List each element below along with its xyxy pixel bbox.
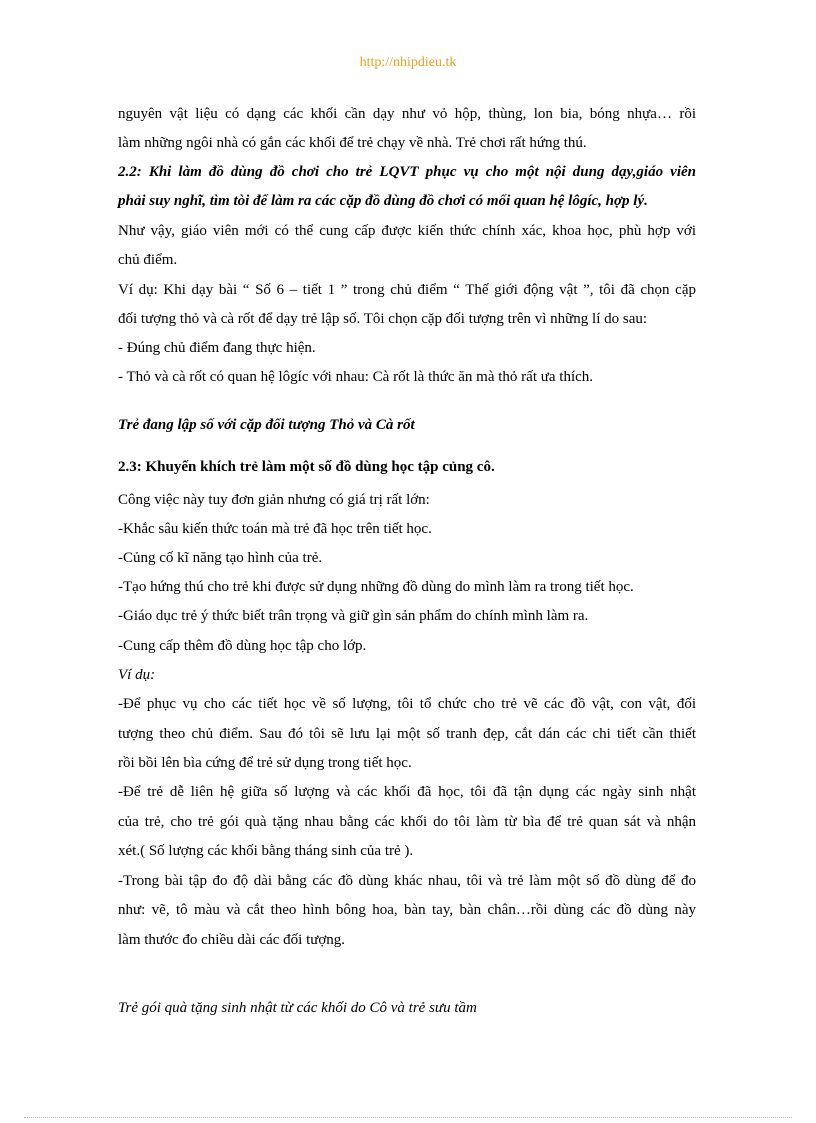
list-item: -Củng cố kĩ năng tạo hình của trẻ. — [118, 550, 323, 566]
figure-caption: Trẻ gói quà tặng sinh nhật từ các khối do Cô và trẻ sưu tầm — [118, 1000, 477, 1016]
list-item: -Tạo hứng thú cho trẻ khi được sử dụng những đồ dùng do mình làm ra trong tiết học. — [118, 579, 634, 595]
paragraph-line: chủ điểm. — [118, 252, 178, 268]
list-item: - Đúng chủ điểm đang thực hiện. — [118, 340, 316, 356]
figure-caption: Trẻ đang lập số với cặp đối tượng Thỏ và Cà rốt — [118, 417, 415, 433]
header-link[interactable]: http://nhipdieu.tk — [359, 55, 457, 70]
paragraph-line: -Trong bài tập đo độ dài bằng các đồ dùng khác nhau, tôi và trẻ làm một số đồ dùng để đo — [118, 873, 696, 889]
paragraph-line: Như vậy, giáo viên mới có thể cung cấp được kiến thức chính xác, khoa học, phù hợp với — [118, 223, 696, 239]
list-item: -Giáo dục trẻ ý thức biết trân trọng và giữ gìn sản phẩm do chính mình làm ra. — [118, 608, 589, 624]
paragraph-line: -Để phục vụ cho các tiết học về số lượng, tôi tổ chức cho trẻ vẽ các đồ vật, con vật, đối — [118, 696, 696, 712]
section-heading: 2.3: Khuyến khích trẻ làm một số đồ dùng học tập củng cô. — [118, 459, 495, 475]
list-item: -Cung cấp thêm đồ dùng học tập cho lớp. — [118, 638, 367, 654]
list-item: -Khắc sâu kiến thức toán mà trẻ đã học trên tiết học. — [118, 521, 432, 537]
paragraph-line: làm thước đo chiều dài các đối tượng. — [118, 932, 346, 948]
list-item: - Thỏ và cà rốt có quan hệ lôgíc với nhau: Cà rốt là thức ăn mà thỏ rất ưa thích. — [118, 369, 594, 385]
paragraph-line: rồi bồi lên bìa cứng để trẻ sử dụng trong tiết học. — [118, 755, 412, 771]
example-line: Ví dụ: Khi dạy bài “ Số 6 – tiết 1 ” trong chủ điểm “ Thế giới động vật ”, tôi đã chọn cặp — [118, 282, 696, 298]
example-label: Ví dụ: — [118, 667, 156, 683]
section-heading-line: phải suy nghĩ, tìm tòi để làm ra các cặp đồ dùng đồ chơi có mối quan hệ lôgíc, hợp lý. — [118, 193, 648, 209]
paragraph-line: xét.( Số lượng các khối bằng tháng sinh của trẻ ). — [118, 843, 414, 859]
paragraph-line: nguyên vật liệu có dạng các khối cần dạy như vỏ hộp, thùng, lon bia, bóng nhựa… rồi — [118, 106, 696, 122]
section-heading-line: 2.2: Khi làm đồ dùng đồ chơi cho trẻ LQVT phục vụ cho một nội dung dạy,giáo viên — [118, 164, 696, 180]
paragraph-line: làm những ngôi nhà có gắn các khối để trẻ chạy về nhà. Trẻ chơi rất hứng thú. — [118, 135, 587, 151]
paragraph-line: đối tượng thỏ và cà rốt để dạy trẻ lập số. Tôi chọn cặp đối tượng trên vì những lí do sau: — [118, 311, 648, 327]
paragraph-line: của trẻ, cho trẻ gói quà tặng nhau bằng các khối do tôi làm từ bìa để trẻ quan sát và nhận — [118, 814, 696, 830]
paragraph-line: Công việc này tuy đơn giản nhưng có giá trị rất lớn: — [118, 492, 430, 508]
paragraph-line: tượng theo chủ điểm. Sau đó tôi sẽ lưu lại một số tranh đẹp, cắt dán các chi tiết cần thiết — [118, 726, 696, 742]
footer-divider — [24, 1117, 792, 1118]
paragraph-line: như: vẽ, tô màu và cắt theo hình bông hoa, bàn tay, bàn chân…rồi dùng các đồ dùng này — [118, 902, 696, 918]
paragraph-line: -Để trẻ dễ liên hệ giữa số lượng và các khối đã học, tôi đã tận dụng các ngày sinh nhật — [118, 784, 696, 800]
